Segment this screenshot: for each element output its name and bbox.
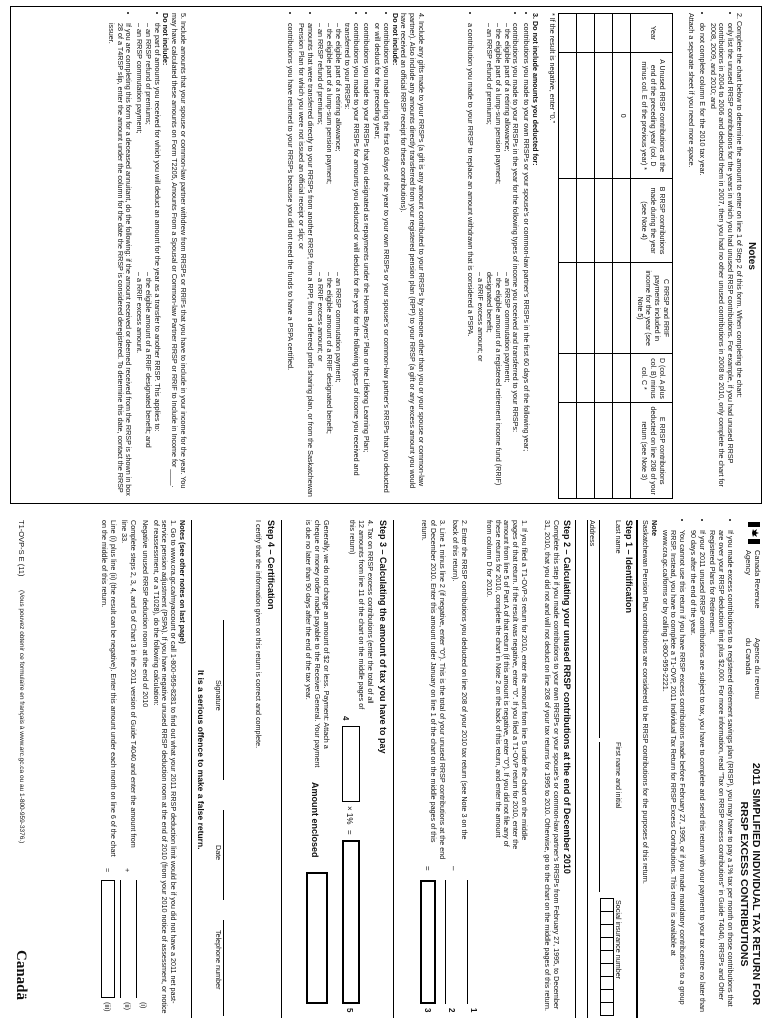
first-name-field[interactable] (599, 742, 612, 892)
note-4-sub-6: – a RRIF excess amount; or (316, 272, 326, 362)
french-availability: (Vous pouvez obtenir ce formulaire en français à www.arc.gc.ca ou au 1-800-959-3376.) (18, 590, 25, 844)
table-cell[interactable] (559, 53, 577, 179)
step2-title: Step 2 – Calculating your unused RRSP contributions at the end of December 2010 (562, 520, 572, 874)
agency-name-fr: Agence du revenu du Canada (744, 638, 762, 699)
amount-enclosed-field[interactable] (306, 872, 328, 1004)
step2-line2: 2. Enter the RRSP contributions you deducted on line 208 of your 2010 tax return (see Note 3 on the back of this return). (451, 520, 469, 840)
step3-line4: 4. Tax on RRSP excess contributions (enter the total of all 12 amounts from line 11 of the chart on the middle pages of this return) (348, 520, 375, 710)
calc-line-2-number: (ii) (122, 1002, 132, 1010)
note-3-sub-5: – the eligible amount of a registered retirement income fund (RRIF) designated benefit; (485, 272, 503, 486)
note-2-bullet-2: • do not complete column E for the 2010 tax year. (697, 23, 706, 499)
note-3 (463, 13, 539, 499)
table-row (613, 14, 631, 499)
note-4-bullet-3-text: contributions you made to your RRSPs for amounts you deducted or will deduct for the year for the following types of income you received and transferred to your RRSPs: (342, 23, 361, 476)
calc-line-3-sign: = (102, 868, 112, 873)
table-cell[interactable] (559, 354, 577, 403)
note-5-text: 5. Include amounts that your spouse or common-law partner withdrew from RRSPs or RRIFs that you have to include in your income for the year. You may have calculated these amounts on Form T2205, Amounts From a Spousal or Common-law Partner RRSP or RRIF to Include in Income for ____. (170, 13, 188, 489)
calc-line-3: Line (i) plus line (ii) (the result can be negative). Enter this amount under each month on line 6 of the chart on the middle of this return. (100, 520, 118, 857)
note-4-bullet-4: • amounts that were transferred directly to your RRSPs from another RRSP, from a RPP, from a deferred profit sharing plan, or from the Saskatchewan Pension Plan for which you were not issued an official receipt or slip; or (296, 23, 314, 499)
intro-note: Saskatchewan Pension Plan contributions are considered to be RRSP contributions for the purposes of this return. (640, 520, 650, 884)
calc-line-1: Negative unused RRSP deduction room at the end of 2010 (140, 520, 150, 708)
note-2-bullet-1: • only list the unused RRSP contributions for the years in which you had unused RRSP contributions. For example, if you had unused RRSP contributions in 2004 to 2006 and deducted them in 2007, then you had no other unused contributions in 2008 to 2010, only complete the chart for 2008, 2009, and 2010; and (708, 23, 734, 499)
intro-bullet-3: • You cannot use this return if you have RRSP excess contributions made before February 27, 1995, or if you made mandatory contributions to a group RRSP. Instead, you have to complete a T1-OVP, 2011 Individual Tax Return for RRSP Excess Contributions. This return is available at www.cra.gc.ca/forms or by calling 1-800-959-2221. (660, 530, 686, 1018)
canada-wordmark: Canadä (13, 950, 29, 1001)
table-cell[interactable]: 0 (613, 53, 631, 179)
step1-title: Step 1 – Identification (624, 520, 634, 614)
calc-line-1-number: (i) (138, 1002, 148, 1009)
payment-text: Generally, we do not charge an amount of $2 or less. Payment: Attach a cheque or money order made payable to the Receiver General. Your payment is due no later than 90 days after the end of the tax year. (304, 520, 331, 768)
note-5-sub-1: – an RRSP refund of premiums; (143, 23, 153, 125)
table-cell[interactable] (577, 14, 595, 53)
step2 (393, 520, 572, 1018)
step4-title: Step 4 – Certification (266, 520, 276, 610)
note-3-sub-1: – the eligible part of a retiring allowance; (502, 23, 512, 152)
table-cell[interactable] (577, 354, 595, 403)
note-4-do-not: Do not include: (390, 13, 400, 66)
note-5-sub-4: – a RRIF excess amount. (135, 272, 145, 354)
note-3-sub-6: – a RRIF excess amount; or (476, 272, 486, 362)
step2-line1: 1. If you filed a T1-OVP-S return for 2010, enter the amount from line 5 under the chart on the middle pages of that return. If the result was negative, enter "0". If you filed a T1-OVP return for 2010, enter the amount from line 5 of Part A of that return (if this amount is negative, enter "0"). If you did not file any of these returns for 2010, complete the chart in Note 2 on the back of this return, and enter the amount from column D for 2010. (484, 520, 529, 850)
line4-field[interactable] (342, 726, 360, 802)
note-3-bullet-2 (476, 23, 520, 499)
table-cell[interactable] (559, 262, 577, 354)
offence-text: It is a serious offence to make a false return. (196, 670, 206, 850)
front-page (10, 520, 762, 1018)
line1-field[interactable] (467, 880, 482, 1004)
note-4-sub-1: – the eligible part of a retiring allowance; (333, 23, 343, 152)
note-5-bullet-2: • If you are completing this form for a deceased annuitant, do the following: if the amount received or deemed received from the RRSP is shown in box 28 of a T4RSP slip, enter the amount under the column for the date the RRSP is considered deregistered. To determine this date, contact the RRSP issuer. (106, 23, 132, 499)
line2-number: 2 (447, 1008, 456, 1013)
note-4-text: 4. Include any gifts made to your RRSPs (a gift is any amount contributed to your RRSPs by someone other than you or your spouse or common-law partner). Also include any amounts directly transferred from your registered pension plan (RPP) to your RRSP (a gift or any excess amount you would have received an official RRSP receipt for these contributions). (399, 13, 426, 489)
table-cell[interactable] (595, 262, 613, 354)
calc-line-2-sign: + (122, 868, 132, 873)
percent-label: × 1% (345, 806, 354, 825)
table-cell[interactable] (595, 14, 613, 53)
note-5-bullet-1 (134, 23, 160, 499)
intro-bullet-1: • If you made excess contributions to a registered retirement savings plan (RRSP), you may have to pay a 1% tax per month on those contributions that are over your RRSP deduction limit plus $2,000. For more information, read "Tax on RRSP excess contributions" in Guide T4040, RRSPs and Other Registered Plans for Retirement. (708, 530, 734, 1018)
table-cell[interactable] (577, 403, 595, 499)
note-4-sub-3: – an RRSP refund of premiums; (316, 23, 326, 125)
table-cell[interactable] (559, 14, 577, 53)
line4-number: 4 (341, 716, 350, 721)
table-cell[interactable] (577, 179, 595, 262)
note-3-bullet-2-text: contributions you made to your RRSPs in the year for the following types of income you received and transferred to your RRSPs: (511, 23, 521, 433)
last-name-field[interactable] (599, 520, 612, 738)
equals-sign: = (345, 830, 354, 835)
line3-number: 3 (423, 1008, 432, 1013)
telephone-label: Telephone number (214, 930, 223, 990)
table-cell[interactable] (559, 179, 577, 262)
note-5-do-not: Do not include: (161, 13, 171, 66)
signature-label: Signature (214, 680, 223, 711)
table-cell[interactable] (577, 53, 595, 179)
note-2 (686, 13, 743, 499)
calc-line-2: Complete steps 2, 3, 4, and 5 of Chart 3 in the 2011 version of Guide T4040 and enter the amount from line 33. (120, 520, 138, 848)
footer (10, 520, 30, 1018)
table-cell[interactable] (595, 179, 613, 262)
front-notes (36, 520, 186, 1018)
line2-sign: – (449, 866, 458, 871)
step3-title: Step 3 – Calculating the amount of tax you have to pay (378, 520, 388, 754)
table-cell[interactable] (613, 403, 631, 499)
front-note-1: 1. Go to www.cra.gc.ca/myaccount or call 1-800-959-8281 to find out what your 2011 RRSP deduction limit would be if you did not have a 2011 net past-service pension adjustment (PSPA). If you have negative unused RRSP deduction room at the end of 2010 (from your 2010 notice of assessment, or notice of reassessment, or a T1028), do the following calculation: (151, 520, 179, 1014)
certify-text: I certify that the information given on this return is correct and complete. (254, 520, 263, 749)
agency-name-en: Canada Revenue Agency (744, 550, 762, 609)
calc-field-1[interactable] (136, 880, 149, 998)
note-4-bullet-1: • contributions you made during the first 60 days of the year to your own RRSPs or your spouse's or common-law partner's RRSPs that you deducted or will deduct for the preceding year; (372, 23, 390, 499)
amount-enclosed-label: Amount enclosed (310, 782, 320, 858)
note-4-sub-4: – an RRSP commutation payment; (333, 272, 343, 383)
header (737, 520, 762, 1018)
note-5-bullet-1-text: the part of amounts you received for which you will deduct an amount for the year as a transfer to another RRSP. This applies to: (152, 23, 162, 432)
form-id: T1-OVP-S E (11) (17, 520, 26, 577)
unused-contributions-chart (547, 13, 673, 499)
intro-note-label: Note (649, 520, 659, 536)
sin-label: Social insurance number (614, 900, 623, 980)
step3 (281, 520, 388, 1018)
table-cell[interactable] (595, 354, 613, 403)
address-field[interactable] (577, 520, 588, 1018)
table-row (595, 14, 613, 499)
table-cell[interactable] (595, 403, 613, 499)
chart-table (558, 13, 673, 499)
note-3-sub-3: – an RRSP refund of premiums; (485, 23, 495, 125)
note-4-sub-2: – the eligible part of a lump-sum pension payment; (325, 23, 335, 185)
note-2-attach: Attach a separate sheet if you need more space. (687, 13, 697, 168)
intro-bullet-2: • If your 2011 unused RRSP contributions are subject to tax, you have to complete and send this return with your payment to your tax centre no later than 90 days after the end of the year. (688, 530, 706, 1018)
col-d-header: D (col. A plus col. B) minus col. C * (631, 354, 673, 403)
address-label: Address (588, 520, 597, 547)
note-4-bullet-2: • contributions you made to your RRSPs that you designated as repayments under the Home Buyers' Plan or the Lifelong Learning Plan; (362, 23, 371, 499)
note-5-sub-2: – the eligible amount of a RRIF designated benefit; and (143, 272, 153, 448)
table-row (559, 14, 577, 499)
step1 (575, 520, 638, 1018)
note-4-bullet-3 (316, 23, 360, 499)
table-cell[interactable] (577, 262, 595, 354)
sin-field[interactable] (600, 898, 614, 1016)
date-field[interactable] (223, 810, 238, 900)
col-year-header: Year (631, 14, 673, 53)
note-2-text: 2. Complete the chart below to determine the amount to enter on line 1 of Step 2 of this form. When completing the chart: (735, 13, 744, 398)
col-c-header: C RRSP and RRIF payments included in income for the year (see Note 5) (631, 262, 673, 354)
step2-line3: 3. Line 1 minus line 2 (if negative, enter "0"). This is the total of your unused RRSP contributions at the end of December 2010. Enter this amount under January on line 1 of the chart on the middle pages of this return. (420, 520, 447, 860)
note-4-sub-5: – the eligible amount of a RRIF designated benefit; (325, 272, 335, 434)
note-3-bullet-1: • contributions you made to your own RRSPs or your spouse's or common-law partner's RRSPs in the first 60 days of the following year; (521, 23, 530, 499)
line5-number: 5 (345, 1008, 354, 1013)
table-cell[interactable] (613, 14, 631, 53)
calc-line-3-number: (iii) (102, 1002, 112, 1012)
note-5-sub-3: – an RRSP commutation payment; (135, 23, 145, 134)
table-cell[interactable] (559, 403, 577, 499)
col-e-header: E RRSP contributions deducted on line 208 of your return (see Note 3) (631, 403, 673, 499)
note-4 (283, 13, 425, 499)
step2-intro: Complete this step if you made contributions to your own RRSPs or your spouse's or common-law partner's RRSPs from February 27, 1995, to December 31, 2010, that you did not and will not deduct on line 208 of your tax returns for 1995 to 2010. Otherwise, go to the chart on the middle pages of this return. (543, 520, 561, 1012)
front-notes-title: Notes (see other notes on last page) (178, 520, 187, 644)
note-3-title: 3. Do not include amounts you deducted for: (531, 13, 540, 166)
signature-field[interactable] (223, 620, 238, 780)
intro (640, 520, 734, 1018)
line3-sign: = (423, 866, 432, 871)
date-label: Date (214, 845, 223, 861)
line1-number: 1 (469, 1008, 478, 1013)
step4 (191, 520, 276, 1018)
telephone-field[interactable] (223, 920, 238, 1016)
notes-title: Notes (746, 242, 757, 270)
table-cell[interactable] (595, 53, 613, 179)
table-cell[interactable] (613, 179, 631, 262)
col-a-header: A Unused RRSP contributions at the end of the preceding year (col. D minus col. E of the previous year) * (631, 53, 673, 179)
line2-field[interactable] (445, 880, 460, 1004)
line5-field[interactable] (342, 840, 360, 1004)
note-5 (104, 13, 187, 499)
note-3-bullet-3: • a contribution you made to your RRSP to replace an amount withdrawn that is considered a PSPA. (465, 23, 474, 499)
calc-field-3[interactable] (101, 880, 115, 998)
line3-field[interactable] (420, 880, 436, 1004)
table-cell[interactable] (613, 262, 631, 354)
last-name-label: Last name (614, 520, 623, 554)
table-row (577, 14, 595, 499)
note-3-sub-4: – an RRSP commutation payment; (502, 272, 512, 383)
form-title: 2011 SIMPLIFIED INDIVIDUAL TAX RETURN FOR RRSP EXCESS CONTRIBUTIONS (737, 762, 762, 1006)
canada-flag-icon (748, 522, 760, 544)
note-4-bullet-5: • contributions you have returned to your RRSPs because you did not need the funds to have a PSPA certified. (285, 23, 294, 499)
table-cell[interactable] (613, 354, 631, 403)
note-3-sub-2: – the eligible part of a lump-sum pension payment; (493, 23, 503, 185)
notes-panel (10, 6, 762, 504)
chart-footnote: * If the result is negative, enter "0." (548, 13, 557, 124)
calc-field-2[interactable] (120, 880, 133, 998)
first-name-label: First name and initial (614, 742, 623, 809)
col-b-header: B RRSP contributions made during the year (see Note 4) (631, 179, 673, 262)
